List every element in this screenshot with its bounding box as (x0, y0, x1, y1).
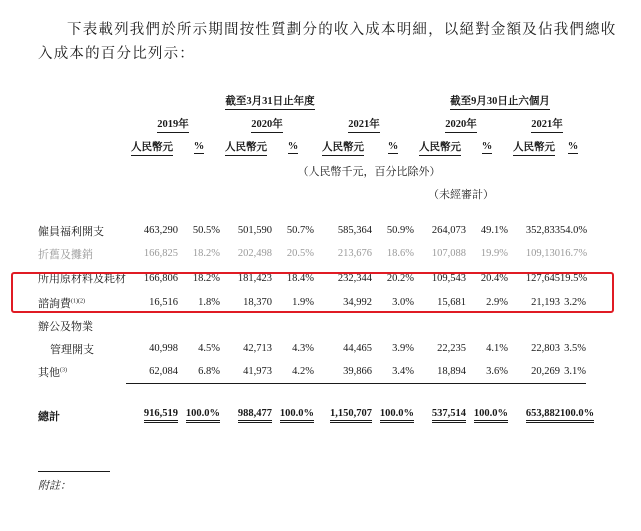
cell: 42,713 (243, 343, 272, 354)
cell: 3.9% (392, 343, 414, 354)
cell: 1.8% (198, 297, 220, 308)
cell: 22,803 (531, 343, 560, 354)
cell: 4.3% (292, 343, 314, 354)
cell: 352,833 (525, 225, 560, 236)
cell: 18.2% (192, 248, 220, 259)
row-label: 僱員福利開支 (38, 225, 104, 238)
cell: 15,681 (437, 297, 466, 308)
currency-header: 人民幣元 (126, 136, 178, 159)
cell: 264,073 (431, 225, 466, 236)
cell: 213,676 (337, 248, 372, 259)
year-2019: 2019年 (126, 113, 220, 136)
table-row (38, 337, 586, 360)
cell: 100.0% (272, 404, 314, 427)
cell: 181,423 (237, 272, 272, 284)
cell: 18.6% (386, 248, 414, 259)
unaudited-note: （未經審計） (428, 188, 494, 201)
cell: 916,519 (126, 404, 178, 427)
row-label: 所用原材料及耗材 (38, 273, 126, 285)
cell: 16,516 (149, 297, 178, 308)
cell: 653,882 (508, 404, 560, 427)
cell: 16.7% (560, 248, 588, 259)
cell: 3.0% (392, 297, 414, 308)
cell: 3.5% (564, 343, 586, 354)
table-row-highlighted (38, 265, 586, 291)
unaudited-note-row (38, 182, 586, 205)
cell: 100.0% (178, 404, 220, 427)
footnote-label: 附註： (38, 479, 71, 492)
cell: 4.1% (486, 343, 508, 354)
cell: 50.5% (192, 225, 220, 236)
currency-header: 人民幣元 (314, 136, 372, 159)
cell: 3.1% (560, 360, 586, 384)
period-fiscal-year: 截至3月31日止年度 (126, 90, 414, 113)
total-label: 總計 (38, 410, 60, 423)
cell: 463,290 (143, 225, 178, 236)
cell: 1.9% (292, 297, 314, 308)
cell: 3.2% (564, 297, 586, 308)
cell: 20.2% (386, 272, 414, 284)
year-2021-h1: 2021年 (508, 113, 586, 136)
intro-text: 下表載列我們於所示期間按性質劃分的收入成本明細，以絕對金額及佔我們總收入成本的百分比列示： (38, 22, 617, 62)
percent-header: % (387, 141, 399, 152)
cell: 109,130 (525, 248, 560, 259)
period-six-months: 截至9月30日止六個月 (414, 90, 586, 113)
cell: 3.4% (372, 360, 414, 384)
cell: 100.0% (372, 404, 414, 427)
cell: 40,998 (149, 343, 178, 354)
percent-header: % (193, 141, 205, 152)
intro-paragraph (38, 18, 623, 66)
percent-header: % (481, 141, 493, 152)
cell: 62,084 (126, 360, 178, 384)
cell: 44,465 (343, 343, 372, 354)
cell: 34,992 (343, 297, 372, 308)
cell: 19.5% (560, 272, 588, 284)
cell: 6.8% (178, 360, 220, 384)
total-row (38, 404, 586, 427)
table-row (38, 242, 586, 265)
unit-note: （人民幣千元，百分比除外） (297, 165, 441, 178)
cell: 54.0% (560, 225, 588, 236)
cell: 166,806 (143, 272, 178, 284)
cell: 1,150,707 (314, 404, 372, 427)
cell: 232,344 (337, 272, 372, 284)
cell: 100.0% (466, 404, 508, 427)
cell: 202,498 (237, 248, 272, 259)
footnote-divider (38, 471, 110, 472)
cell: 166,825 (143, 248, 178, 259)
table-row (38, 219, 586, 242)
cell: 2.9% (486, 297, 508, 308)
cell: 50.7% (286, 225, 314, 236)
year-2020: 2020年 (220, 113, 314, 136)
cell: 4.2% (272, 360, 314, 384)
cell: 19.9% (480, 248, 508, 259)
cell: 18.2% (192, 272, 220, 284)
row-label: 諮詢費$^{(1)(2)}$ (38, 297, 85, 310)
cell: 20,269 (508, 360, 560, 384)
cell: 537,514 (414, 404, 466, 427)
row-label: 其他$^{(3)}$ (38, 366, 67, 379)
cell: 39,866 (314, 360, 372, 384)
cell: 18,894 (414, 360, 466, 384)
cell: 3.6% (466, 360, 508, 384)
cell: 988,477 (220, 404, 272, 427)
cell: 21,193 (531, 297, 560, 308)
cell: 22,235 (437, 343, 466, 354)
cell: 127,645 (525, 272, 560, 284)
period-header-row (38, 90, 586, 113)
cell: 18,370 (243, 297, 272, 308)
cell: 585,364 (337, 225, 372, 236)
cell: 109,543 (431, 272, 466, 284)
currency-header: 人民幣元 (220, 136, 272, 159)
cell: 18.4% (286, 272, 314, 284)
table-row (38, 314, 586, 337)
year-2020-h1: 2020年 (414, 113, 508, 136)
row-label: 辦公及物業 (38, 320, 93, 333)
cell: 107,088 (431, 248, 466, 259)
cell: 49.1% (480, 225, 508, 236)
table-row (38, 291, 586, 314)
row-label: 管理開支 (50, 343, 94, 356)
cell: 41,973 (220, 360, 272, 384)
year-2021: 2021年 (314, 113, 414, 136)
cost-of-revenue-table (38, 90, 595, 427)
unit-header-row (38, 136, 586, 159)
cell: 501,590 (237, 225, 272, 236)
year-header-row (38, 113, 586, 136)
unit-note-row (38, 159, 586, 182)
percent-header: % (287, 141, 299, 152)
table-row (38, 360, 586, 384)
currency-header: 人民幣元 (414, 136, 466, 159)
cell: 20.5% (286, 248, 314, 259)
cell: 100.0% (560, 404, 586, 427)
percent-header: % (567, 141, 579, 152)
cell: 4.5% (198, 343, 220, 354)
cell: 20.4% (480, 272, 508, 284)
cell: 50.9% (386, 225, 414, 236)
row-label: 折舊及攤銷 (38, 248, 93, 261)
currency-header: 人民幣元 (508, 136, 560, 159)
